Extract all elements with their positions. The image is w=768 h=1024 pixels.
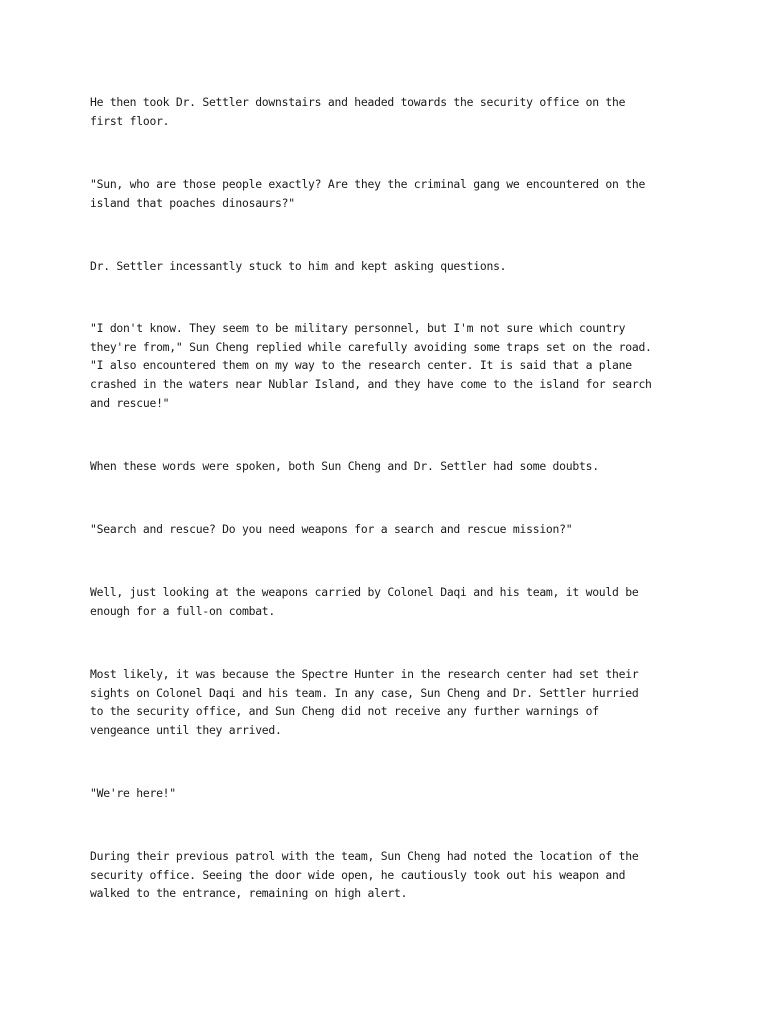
paragraph-7: Well, just looking at the weapons carried by Colonel Daqi and his team, it would be enough for a full-on combat. — [90, 585, 639, 618]
paragraph-2: "Sun, who are those people exactly? Are they the criminal gang we encountered on the island that poaches dinosaurs?" — [90, 177, 646, 210]
paragraph-4: "I don't know. They seem to be military personnel, but I'm not sure which country they're from," Sun Cheng replied while carefully avoiding some traps set on the road. "I also encountered them on my way to the research center. It is said that a plane crashed in the waters near Nublar Island, and they have come to the island for search and rescue!" — [90, 321, 652, 410]
paragraph-10: During their previous patrol with the team, Sun Cheng had noted the location of the security office. Seeing the door wide open, he cautiously took out his weapon and walked to the entrance, remaining on high alert. — [90, 849, 639, 901]
paragraph-5: When these words were spoken, both Sun Cheng and Dr. Settler had some doubts. — [90, 459, 599, 473]
paragraph-1: He then took Dr. Settler downstairs and headed towards the security office on the first floor. — [90, 95, 626, 128]
paragraph-6: "Search and rescue? Do you need weapons for a search and rescue mission?" — [90, 522, 573, 536]
paragraph-3: Dr. Settler incessantly stuck to him and kept asking questions. — [90, 259, 507, 273]
paragraph-9: "We're here!" — [90, 786, 176, 800]
paragraph-8: Most likely, it was because the Spectre Hunter in the research center had set their sights on Colonel Daqi and his team. In any case, Sun Cheng and Dr. Settler hurried to the security office, and Sun Cheng did not receive any further warnings of vengeance until they arrived. — [90, 667, 639, 738]
